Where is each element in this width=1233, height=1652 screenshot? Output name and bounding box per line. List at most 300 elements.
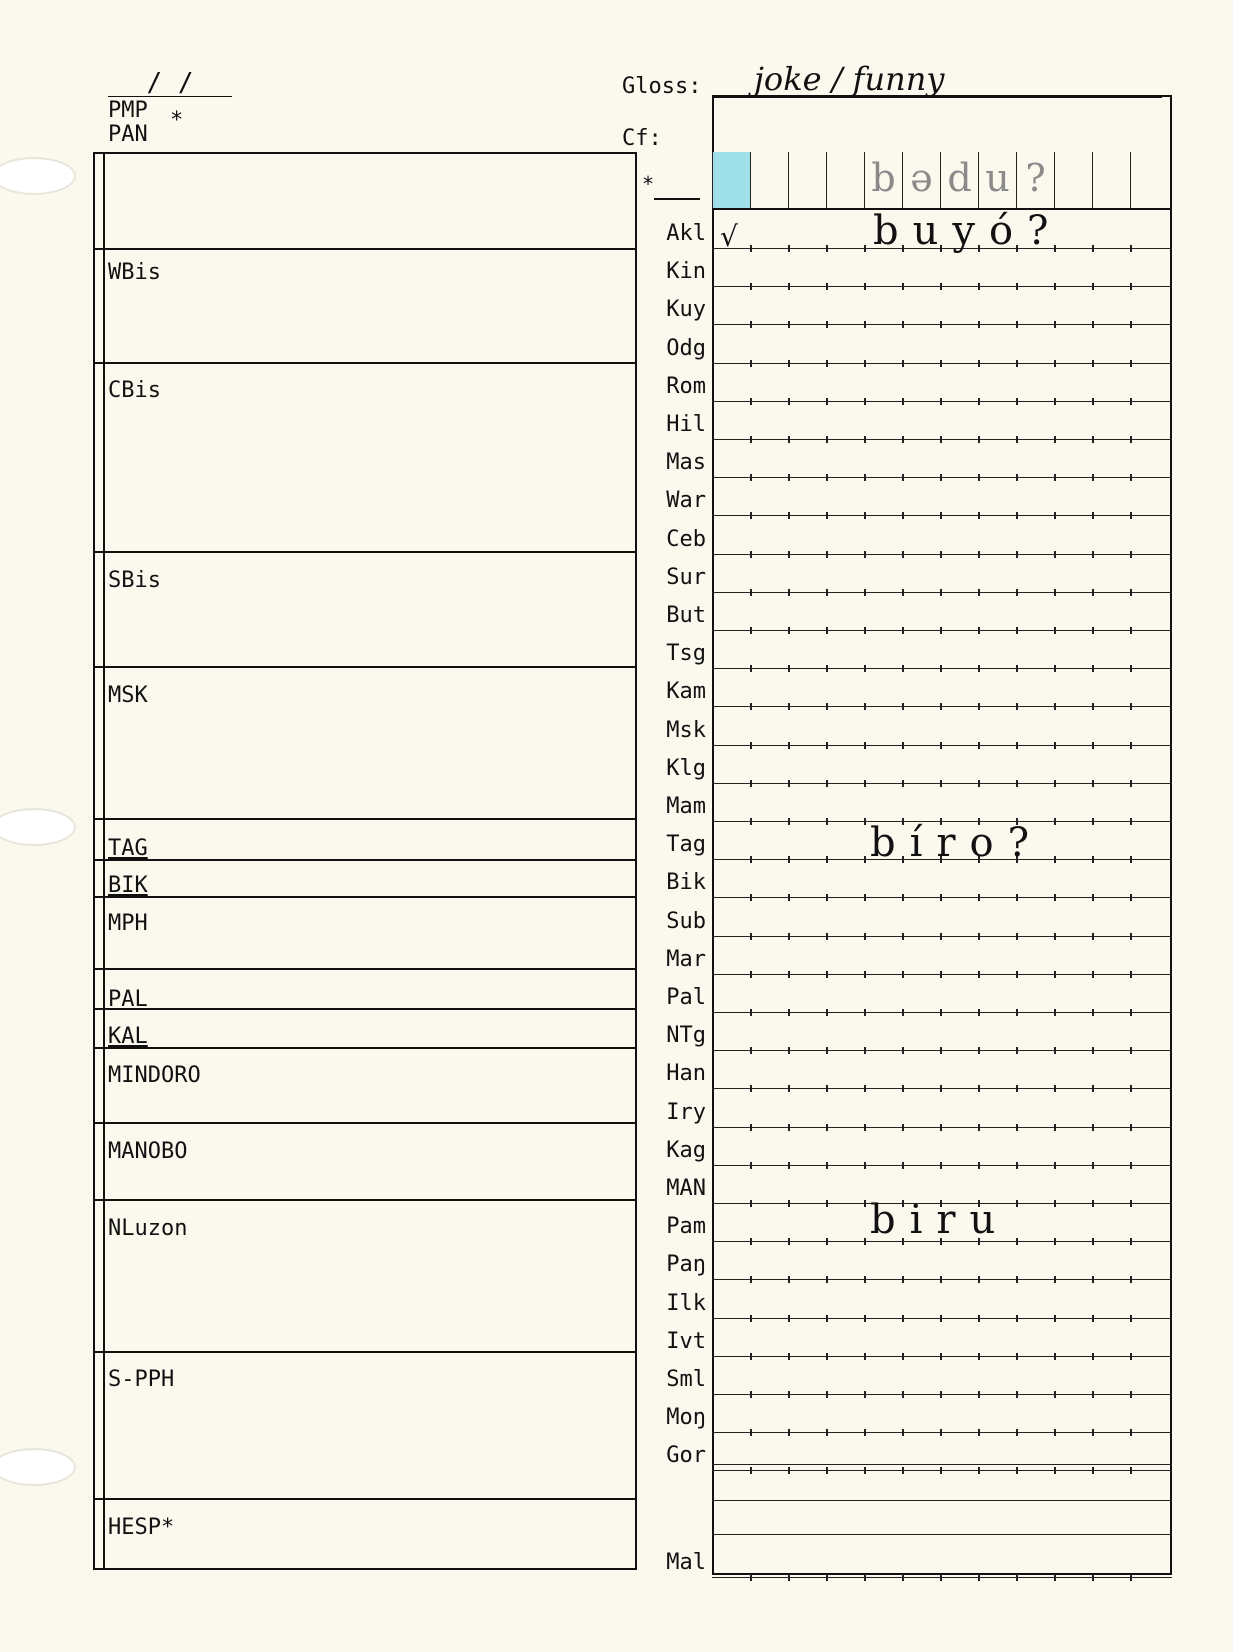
row-tick: [826, 1391, 828, 1398]
row-tick: [1130, 245, 1132, 252]
group-label-wbis: WBis: [108, 260, 161, 285]
row-tick: [826, 360, 828, 367]
row-tick: [788, 1200, 790, 1207]
row-tick: [826, 627, 828, 634]
row-tick: [864, 1467, 866, 1474]
group-label-manobo: MANOBO: [108, 1139, 188, 1164]
row-tick: [978, 321, 980, 328]
row-tick: [978, 1429, 980, 1436]
language-label: Kuy: [666, 297, 706, 323]
row-tick: [1054, 1085, 1056, 1092]
row-tick: [1016, 1429, 1018, 1436]
row-tick: [1016, 1315, 1018, 1322]
row-tick: [978, 742, 980, 749]
row-tick: [940, 894, 942, 901]
row-tick: [1130, 321, 1132, 328]
row-tick: [1054, 436, 1056, 443]
row-tick: [1054, 1391, 1056, 1398]
row-tick: [978, 360, 980, 367]
row-tick: [864, 436, 866, 443]
language-label: Sml: [666, 1367, 706, 1392]
row-tick: [750, 1124, 752, 1131]
row-tick: [864, 1574, 866, 1581]
row-tick: [1130, 283, 1132, 290]
row-tick: [826, 1429, 828, 1436]
row-tick: [978, 971, 980, 978]
row-tick: [902, 742, 904, 749]
row-tick: [902, 474, 904, 481]
group-divider: [93, 362, 637, 364]
row-tick: [864, 780, 866, 787]
row-tick: [1130, 1162, 1132, 1169]
group-label-mph: MPH: [108, 911, 148, 936]
language-label: Hil: [666, 412, 706, 437]
proto-form-cell: [750, 152, 788, 208]
row-tick: [978, 1124, 980, 1131]
row-tick: [1092, 665, 1094, 672]
row-tick: [1130, 894, 1132, 901]
row-tick: [1054, 1238, 1056, 1245]
reflex-row-line: [712, 783, 1172, 784]
row-tick: [1054, 894, 1056, 901]
row-tick: [1054, 971, 1056, 978]
group-divider: [93, 896, 637, 898]
gloss-label: Gloss:: [622, 74, 702, 99]
row-tick: [788, 971, 790, 978]
row-tick: [788, 742, 790, 749]
row-tick: [902, 971, 904, 978]
row-tick: [826, 474, 828, 481]
row-tick: [750, 856, 752, 863]
row-tick: [940, 1124, 942, 1131]
row-tick: [1092, 512, 1094, 519]
row-tick: [1130, 1085, 1132, 1092]
row-tick: [750, 818, 752, 825]
row-tick: [940, 1047, 942, 1054]
row-tick: [902, 1085, 904, 1092]
row-tick: [978, 627, 980, 634]
row-tick: [1092, 703, 1094, 710]
language-label: Moŋ: [666, 1405, 706, 1431]
row-tick: [978, 1276, 980, 1283]
row-tick: [1130, 551, 1132, 558]
language-label: Msk: [666, 717, 706, 743]
row-tick: [1054, 627, 1056, 634]
group-label-cbis: CBis: [108, 378, 161, 403]
row-tick: [826, 1124, 828, 1131]
row-tick: [788, 589, 790, 596]
row-tick: [750, 1009, 752, 1016]
row-tick: [826, 321, 828, 328]
row-tick: [826, 512, 828, 519]
row-tick: [788, 1391, 790, 1398]
row-tick: [1054, 1574, 1056, 1581]
row-tick: [940, 1574, 942, 1581]
row-tick: [978, 1162, 980, 1169]
row-tick: [1054, 1467, 1056, 1474]
row-tick: [826, 1238, 828, 1245]
language-label: Mar: [666, 946, 706, 972]
row-tick: [750, 627, 752, 634]
akl-reflex: buyó?: [873, 208, 1063, 254]
row-tick: [978, 398, 980, 405]
row-tick: [1016, 894, 1018, 901]
row-tick: [1092, 1085, 1094, 1092]
row-tick: [1054, 398, 1056, 405]
row-tick: [826, 665, 828, 672]
reflex-row-line: [712, 1012, 1172, 1013]
row-tick: [1092, 1315, 1094, 1322]
reflex-row-line: [712, 1470, 1172, 1471]
row-tick: [902, 894, 904, 901]
row-tick: [978, 474, 980, 481]
row-tick: [826, 971, 828, 978]
row-tick: [1054, 1353, 1056, 1360]
gloss-text: joke / funny: [754, 60, 945, 98]
row-tick: [864, 1276, 866, 1283]
row-tick: [750, 1315, 752, 1322]
row-tick: [940, 971, 942, 978]
group-divider: [93, 818, 637, 820]
language-label: Sur: [666, 564, 706, 590]
reflex-row-line: [712, 897, 1172, 898]
row-tick: [788, 245, 790, 252]
row-tick: [1016, 971, 1018, 978]
group-label-hesp: HESP*: [108, 1515, 175, 1540]
row-tick: [940, 1353, 942, 1360]
reflex-row-line: [712, 1050, 1172, 1051]
row-tick: [864, 971, 866, 978]
row-tick: [902, 1353, 904, 1360]
proto-form-cell: [864, 152, 902, 208]
proto-form-cell: [1130, 152, 1168, 208]
row-tick: [940, 933, 942, 940]
row-tick: [902, 933, 904, 940]
row-tick: [902, 1315, 904, 1322]
group-divider: [93, 859, 637, 861]
row-tick: [750, 321, 752, 328]
row-tick: [826, 1353, 828, 1360]
row-tick: [1016, 1276, 1018, 1283]
row-tick: [1092, 818, 1094, 825]
date-marks: / /: [146, 68, 194, 98]
row-tick: [864, 551, 866, 558]
row-tick: [864, 360, 866, 367]
row-tick: [1054, 703, 1056, 710]
group-divider: [93, 1351, 637, 1353]
row-tick: [864, 856, 866, 863]
reflex-row-line: [712, 1165, 1172, 1166]
row-tick: [1092, 1276, 1094, 1283]
row-tick: [1130, 1467, 1132, 1474]
row-tick: [940, 360, 942, 367]
row-tick: [978, 1467, 980, 1474]
row-tick: [902, 551, 904, 558]
row-tick: [750, 971, 752, 978]
row-tick: [1016, 512, 1018, 519]
row-tick: [1054, 1276, 1056, 1283]
row-tick: [902, 665, 904, 672]
group-divider: [93, 1047, 637, 1049]
row-tick: [902, 1276, 904, 1283]
language-label: But: [666, 603, 706, 628]
row-tick: [1054, 1200, 1056, 1207]
row-tick: [788, 933, 790, 940]
row-tick: [1092, 551, 1094, 558]
row-tick: [750, 1574, 752, 1581]
row-tick: [750, 1047, 752, 1054]
row-tick: [940, 551, 942, 558]
proto-form-cell: [788, 152, 826, 208]
row-tick: [826, 436, 828, 443]
row-tick: [1130, 398, 1132, 405]
row-tick: [940, 1391, 942, 1398]
row-tick: [750, 474, 752, 481]
row-tick: [902, 589, 904, 596]
language-label: Bik: [666, 870, 706, 896]
pmp-label: PMP: [108, 98, 148, 123]
row-tick: [750, 703, 752, 710]
row-tick: [826, 894, 828, 901]
row-tick: [788, 627, 790, 634]
row-tick: [1130, 589, 1132, 596]
proto-asterisk-line: [654, 198, 700, 200]
row-tick: [864, 1315, 866, 1322]
row-tick: [1016, 1124, 1018, 1131]
row-tick: [826, 283, 828, 290]
row-tick: [750, 1200, 752, 1207]
row-tick: [978, 1353, 980, 1360]
row-tick: [940, 703, 942, 710]
row-tick: [864, 894, 866, 901]
row-tick: [1016, 551, 1018, 558]
row-tick: [864, 1047, 866, 1054]
row-tick: [940, 1162, 942, 1169]
row-tick: [826, 742, 828, 749]
row-tick: [1130, 1047, 1132, 1054]
row-tick: [864, 1391, 866, 1398]
row-tick: [902, 283, 904, 290]
header-asterisk: *: [170, 108, 184, 133]
reflex-row-line: [712, 554, 1172, 555]
row-tick: [1092, 1009, 1094, 1016]
language-label: MAN: [666, 1176, 706, 1201]
row-tick: [750, 1429, 752, 1436]
row-tick: [1130, 856, 1132, 863]
row-tick: [788, 1353, 790, 1360]
row-tick: [864, 245, 866, 252]
reflex-row-line: [712, 363, 1172, 364]
row-tick: [1054, 589, 1056, 596]
row-tick: [1092, 398, 1094, 405]
row-tick: [788, 512, 790, 519]
row-tick: [978, 703, 980, 710]
row-tick: [788, 1162, 790, 1169]
row-tick: [788, 1467, 790, 1474]
row-tick: [788, 474, 790, 481]
row-tick: [1092, 1391, 1094, 1398]
row-tick: [864, 1353, 866, 1360]
proto-form-cell: [978, 152, 1016, 208]
row-tick: [1130, 1009, 1132, 1016]
row-tick: [978, 1047, 980, 1054]
row-tick: [902, 512, 904, 519]
row-tick: [1016, 283, 1018, 290]
row-tick: [788, 551, 790, 558]
reflex-row-line: [712, 1500, 1172, 1501]
row-tick: [1016, 742, 1018, 749]
row-tick: [1092, 1200, 1094, 1207]
row-tick: [1016, 780, 1018, 787]
row-tick: [1016, 589, 1018, 596]
row-tick: [1130, 742, 1132, 749]
row-tick: [1054, 780, 1056, 787]
language-label: Han: [666, 1061, 706, 1087]
row-tick: [1054, 1124, 1056, 1131]
proto-form-letter: ə: [910, 156, 933, 200]
pan-label: PAN: [108, 122, 148, 147]
row-tick: [750, 551, 752, 558]
row-tick: [864, 627, 866, 634]
row-tick: [1130, 780, 1132, 787]
proto-form-cell: [1054, 152, 1092, 208]
row-tick: [1054, 1315, 1056, 1322]
row-tick: [902, 780, 904, 787]
row-tick: [940, 436, 942, 443]
row-tick: [1092, 1467, 1094, 1474]
row-tick: [1130, 1315, 1132, 1322]
row-tick: [750, 512, 752, 519]
row-tick: [864, 398, 866, 405]
row-tick: [826, 1047, 828, 1054]
reflex-row-line: [712, 286, 1172, 287]
row-tick: [940, 321, 942, 328]
language-label: Mas: [666, 450, 706, 476]
row-tick: [788, 818, 790, 825]
language-label: Rom: [666, 373, 706, 399]
proto-form-cell: [1092, 152, 1130, 208]
row-tick: [1092, 1047, 1094, 1054]
row-tick: [788, 321, 790, 328]
row-tick: [826, 1009, 828, 1016]
row-tick: [864, 321, 866, 328]
row-tick: [750, 1467, 752, 1474]
proto-form-cell: [940, 152, 978, 208]
reflex-row-line: [712, 477, 1172, 478]
row-tick: [788, 360, 790, 367]
row-tick: [1016, 1085, 1018, 1092]
row-tick: [1016, 1353, 1018, 1360]
row-tick: [902, 1124, 904, 1131]
row-tick: [826, 1162, 828, 1169]
row-tick: [1054, 551, 1056, 558]
row-tick: [1054, 283, 1056, 290]
row-tick: [750, 933, 752, 940]
binder-hole-middle: [0, 808, 76, 846]
row-tick: [1016, 474, 1018, 481]
row-tick: [826, 1467, 828, 1474]
group-label-s-pph: S-PPH: [108, 1367, 175, 1392]
row-tick: [750, 589, 752, 596]
row-tick: [902, 436, 904, 443]
row-tick: [1054, 1047, 1056, 1054]
row-tick: [826, 398, 828, 405]
row-tick: [750, 1353, 752, 1360]
row-tick: [1130, 1574, 1132, 1581]
row-tick: [1054, 1162, 1056, 1169]
row-tick: [978, 894, 980, 901]
language-label: Ivt: [666, 1328, 706, 1354]
row-tick: [750, 283, 752, 290]
row-tick: [826, 1276, 828, 1283]
row-tick: [750, 398, 752, 405]
row-tick: [978, 1085, 980, 1092]
row-tick: [978, 436, 980, 443]
row-tick: [826, 551, 828, 558]
row-tick: [826, 1085, 828, 1092]
row-tick: [788, 856, 790, 863]
row-tick: [978, 665, 980, 672]
row-tick: [1054, 1009, 1056, 1016]
row-tick: [750, 436, 752, 443]
row-tick: [750, 742, 752, 749]
row-tick: [902, 1009, 904, 1016]
row-tick: [788, 780, 790, 787]
row-tick: [788, 398, 790, 405]
row-tick: [940, 283, 942, 290]
row-tick: [1092, 780, 1094, 787]
row-tick: [978, 1315, 980, 1322]
group-divider: [93, 1199, 637, 1201]
reflex-row-line: [712, 1279, 1172, 1280]
row-tick: [978, 933, 980, 940]
row-tick: [1130, 512, 1132, 519]
proto-form-cell: [1016, 152, 1054, 208]
row-tick: [1092, 856, 1094, 863]
row-tick: [1016, 1162, 1018, 1169]
proto-form-cell: [826, 152, 864, 208]
row-tick: [788, 1124, 790, 1131]
reflex-row-line: [712, 974, 1172, 975]
row-tick: [902, 1467, 904, 1474]
row-tick: [1092, 321, 1094, 328]
row-tick: [940, 1429, 942, 1436]
language-label: Klg: [666, 755, 706, 781]
proto-form-letter: u: [985, 156, 1010, 200]
row-tick: [1092, 1574, 1094, 1581]
row-tick: [1130, 703, 1132, 710]
row-tick: [1130, 1391, 1132, 1398]
language-label: Ceb: [666, 526, 706, 552]
row-tick: [1092, 1353, 1094, 1360]
group-divider: [93, 968, 637, 970]
row-tick: [826, 1200, 828, 1207]
row-tick: [1016, 1200, 1018, 1207]
reflex-row-line: [712, 1127, 1172, 1128]
row-tick: [788, 1085, 790, 1092]
row-tick: [902, 360, 904, 367]
row-tick: [902, 703, 904, 710]
row-tick: [788, 894, 790, 901]
row-tick: [1016, 1574, 1018, 1581]
language-label: War: [666, 488, 706, 514]
row-tick: [1054, 742, 1056, 749]
group-divider: [93, 1498, 637, 1500]
proto-form-letter: d: [947, 156, 972, 200]
row-tick: [826, 933, 828, 940]
language-label: Paŋ: [666, 1252, 706, 1278]
row-tick: [1130, 1353, 1132, 1360]
